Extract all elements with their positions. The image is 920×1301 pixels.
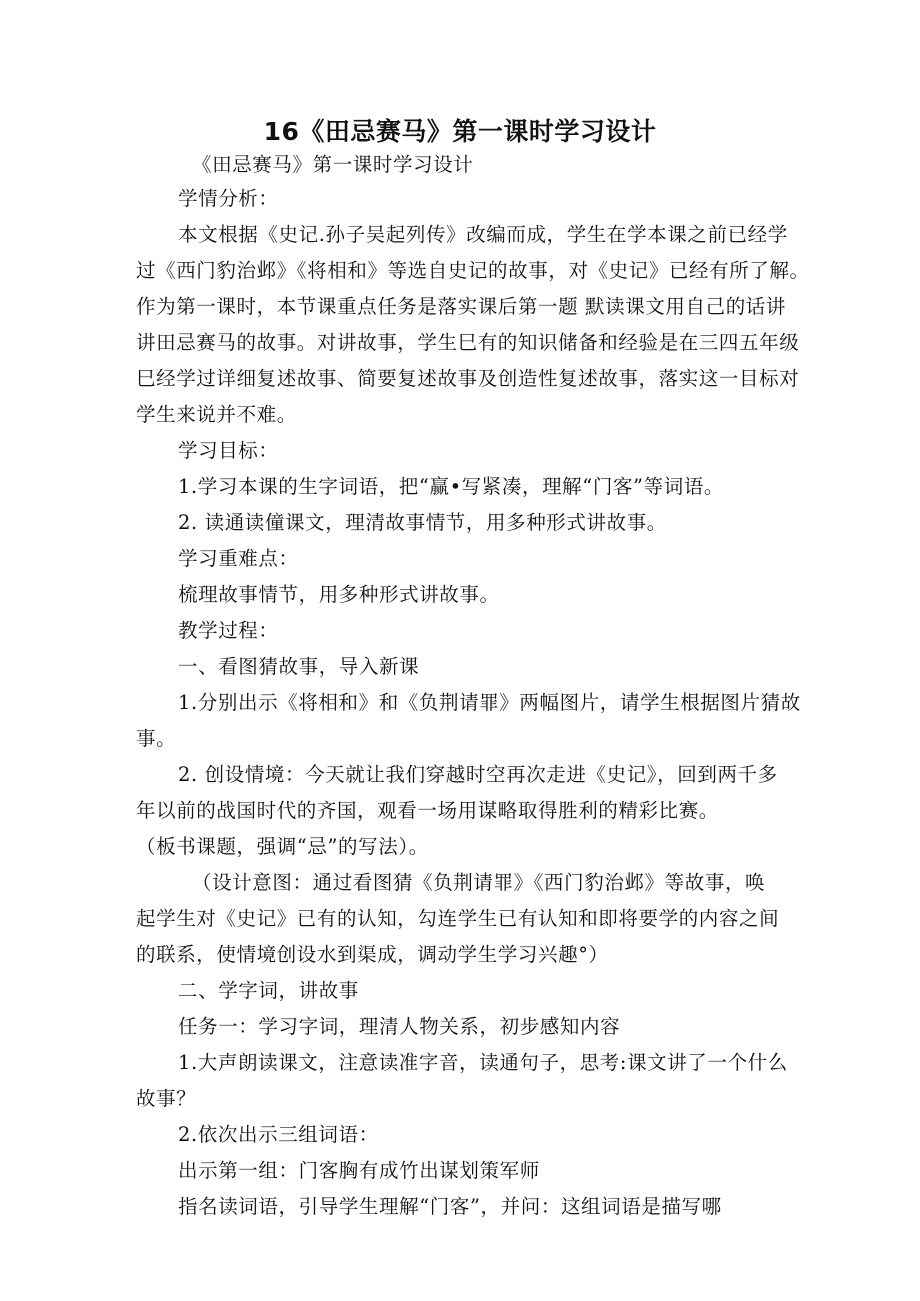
paragraph-line: 指名读词语，引导学生理解“门客”，并问：这组词语是描写哪 xyxy=(178,1195,722,1218)
paragraph-line: 年以前的战国时代的齐国，观看一场用谋略取得胜利的精彩比赛。 xyxy=(136,799,719,822)
heading-analysis: 学情分析： xyxy=(178,187,279,210)
paragraph-line: 2.依次出示三组词语： xyxy=(178,1123,379,1146)
paragraph-line: 出示第一组：门客胸有成竹出谋划策军师 xyxy=(178,1159,540,1182)
paragraph-line: 讲田忌赛马的故事。对讲故事，学生巳有的知识储备和经验是在三四五年级 xyxy=(136,331,800,354)
design-note-line: 的联系，使情境创设水到渠成，调动学生学习兴趣°） xyxy=(136,943,609,966)
paragraph-line: 梳理故事情节，用多种形式讲故事。 xyxy=(178,583,500,606)
design-note-line: 起学生对《史记》已有的认知，勾连学生已有认知和即将要学的内容之间 xyxy=(136,907,780,930)
heading-key-points: 学习重难点： xyxy=(178,547,299,570)
heading-objectives: 学习目标： xyxy=(178,439,279,462)
paragraph-line: 过《西门豹治邺》《将相和》等选自史记的故事，对《史记》已经有所了解。 xyxy=(136,259,810,282)
paragraph-line: 1.分别出示《将相和》和《负荆请罪》两幅图片，请学生根据图片猜故 xyxy=(178,691,801,714)
paragraph-line: 1.大声朗读课文，注意读准字音，读通句子，思考:课文讲了一个什么 xyxy=(178,1051,788,1074)
paragraph-line: 学生来说并不难。 xyxy=(136,403,297,426)
paragraph-line: 巳经学过详细复述故事、简要复述故事及创造性复述故事，落实这一目标对 xyxy=(136,367,800,390)
task-heading: 任务一：学习字词，理清人物关系，初步感知内容 xyxy=(178,1015,621,1038)
paragraph-line: 作为第一课时，本节课重点任务是落实课后第一题 默读课文用自己的话讲 xyxy=(136,295,786,318)
paragraph-line: 事。 xyxy=(136,727,177,750)
paragraph-line: 故事？ xyxy=(136,1087,197,1110)
objective-item: 1.学习本课的生字词语，把“赢•写紧凑，理解“门客”等词语。 xyxy=(178,475,725,498)
section-heading: 一、看图猜故事，导入新课 xyxy=(178,655,420,678)
document-title: 16《田忌赛马》第一课时学习设计 xyxy=(263,117,657,146)
paragraph-line: （板书课题，强调“忌”的写法）。 xyxy=(136,835,429,858)
subtitle: 《田忌赛马》第一课时学习设计 xyxy=(192,153,474,176)
heading-process: 教学过程： xyxy=(178,619,279,642)
paragraph-line: 本文根据《史记.孙子吴起列传》改编而成，学生在学本课之前已经学 xyxy=(178,223,788,246)
paragraph-line: 2. 创设情境：今天就让我们穿越时空再次走进《史记》，回到两千多 xyxy=(178,763,778,786)
objective-item: 2. 读通读僮课文，理清故事情节，用多种形式讲故事。 xyxy=(178,511,667,534)
section-heading: 二、学字词，讲故事 xyxy=(178,979,359,1002)
design-note-line: （设计意图：通过看图猜《负荆请罪》《西门豹治邺》等故事，唤 xyxy=(192,871,766,894)
